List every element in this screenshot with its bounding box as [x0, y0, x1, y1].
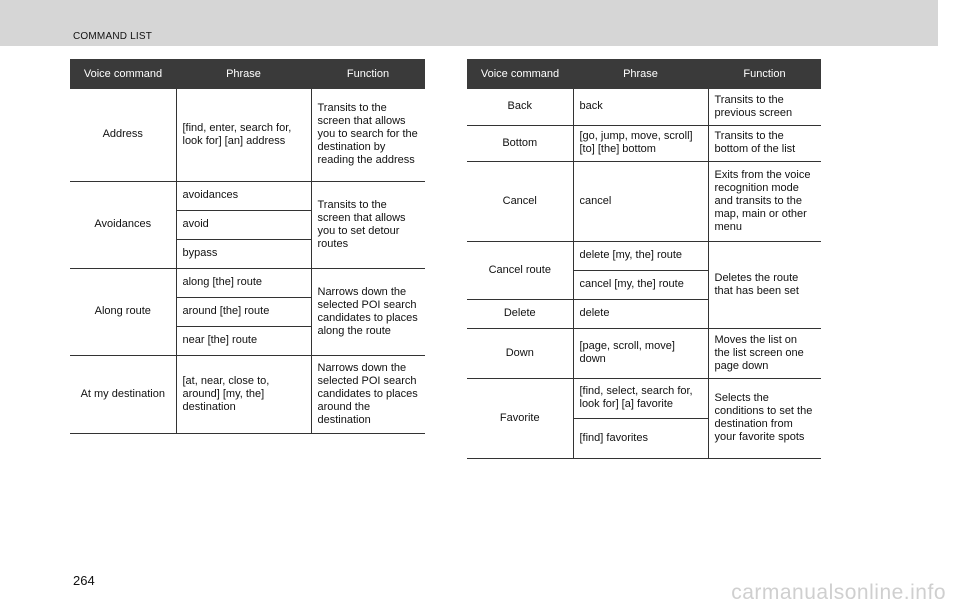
- column-header: Function: [708, 59, 821, 89]
- table-row: [467, 89, 821, 125]
- table-row: [467, 378, 821, 418]
- table-header-row: [467, 59, 821, 89]
- header-bar: [0, 0, 938, 46]
- phrase-cell: near [the] route: [176, 326, 311, 355]
- command-cell: At my destination: [70, 355, 176, 433]
- phrase-cell: cancel: [573, 161, 708, 241]
- function-cell: Moves the list on the list screen one page down: [708, 328, 821, 378]
- phrase-cell: avoid: [176, 210, 311, 239]
- table-row: [70, 355, 425, 433]
- function-cell: Deletes the route that has been set: [708, 241, 821, 328]
- function-cell: Transits to the previous screen: [708, 89, 821, 125]
- command-table-right: [467, 59, 821, 459]
- phrase-cell: around [the] route: [176, 297, 311, 326]
- command-cell: Avoidances: [70, 181, 176, 268]
- phrase-cell: delete: [573, 299, 708, 328]
- table-header-row: [70, 59, 425, 89]
- table-row: [467, 161, 821, 241]
- table-row: [467, 241, 821, 270]
- command-cell: Favorite: [467, 378, 573, 458]
- command-table-left: [70, 59, 425, 434]
- phrase-cell: along [the] route: [176, 268, 311, 297]
- phrase-cell: cancel [my, the] route: [573, 270, 708, 299]
- phrase-cell: [page, scroll, move] down: [573, 328, 708, 378]
- watermark: carmanualsonline.info: [731, 581, 946, 604]
- column-header: Voice command: [70, 59, 176, 89]
- column-header: Voice command: [467, 59, 573, 89]
- table-row: [467, 328, 821, 378]
- function-cell: Selects the conditions to set the destination from your favorite spots: [708, 378, 821, 458]
- command-cell: Down: [467, 328, 573, 378]
- function-cell: Narrows down the selected POI search candidates to places around the destination: [311, 355, 425, 433]
- table-row: [70, 89, 425, 181]
- command-cell: Along route: [70, 268, 176, 355]
- phrase-cell: [find] favorites: [573, 418, 708, 458]
- phrase-cell: back: [573, 89, 708, 125]
- phrase-cell: avoidances: [176, 181, 311, 210]
- command-cell: Back: [467, 89, 573, 125]
- function-cell: Exits from the voice recognition mode and transits to the map, main or other menu: [708, 161, 821, 241]
- command-cell: Cancel: [467, 161, 573, 241]
- command-cell: Address: [70, 89, 176, 181]
- column-header: Function: [311, 59, 425, 89]
- section-title: COMMAND LIST: [73, 31, 153, 42]
- column-header: Phrase: [573, 59, 708, 89]
- phrase-cell: [go, jump, move, scroll] [to] [the] bottom: [573, 125, 708, 161]
- function-cell: Transits to the bottom of the list: [708, 125, 821, 161]
- function-cell: Transits to the screen that allows you to set detour routes: [311, 181, 425, 268]
- phrase-cell: delete [my, the] route: [573, 241, 708, 270]
- column-header: Phrase: [176, 59, 311, 89]
- table-row: [467, 125, 821, 161]
- command-cell: Cancel route: [467, 241, 573, 299]
- function-cell: Transits to the screen that allows you to search for the destination by reading the address: [311, 89, 425, 181]
- function-cell: Narrows down the selected POI search candidates to places along the route: [311, 268, 425, 355]
- table-row: [70, 268, 425, 297]
- page-number: 264: [73, 573, 95, 588]
- table-row: [70, 181, 425, 210]
- command-cell: Bottom: [467, 125, 573, 161]
- phrase-cell: [find, select, search for, look for] [a] favorite: [573, 378, 708, 418]
- phrase-cell: [find, enter, search for, look for] [an] address: [176, 89, 311, 181]
- phrase-cell: [at, near, close to, around] [my, the] destination: [176, 355, 311, 433]
- command-cell: Delete: [467, 299, 573, 328]
- phrase-cell: bypass: [176, 239, 311, 268]
